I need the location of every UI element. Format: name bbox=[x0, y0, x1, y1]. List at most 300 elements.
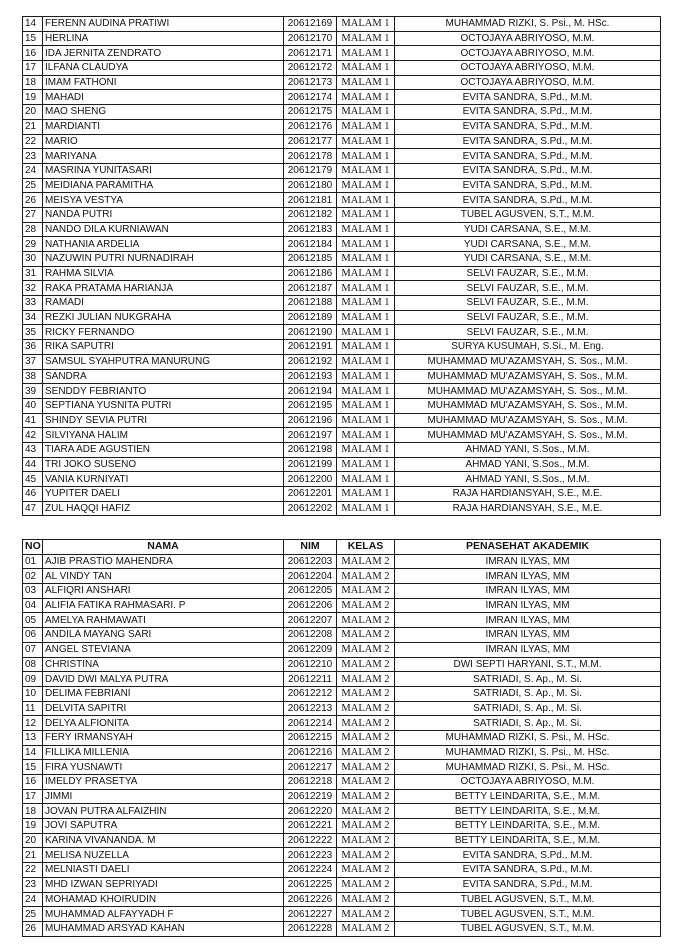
table-row bbox=[23, 760, 661, 775]
academic-advisor: DWI SEPTI HARYANI, S.T., M.M. bbox=[395, 657, 661, 672]
table-row bbox=[23, 628, 661, 643]
student-nim: 20612176 bbox=[284, 119, 337, 134]
table-row bbox=[23, 252, 661, 267]
student-nim: 20612178 bbox=[284, 149, 337, 164]
row-number: 09 bbox=[23, 672, 43, 687]
row-number: 34 bbox=[23, 310, 43, 325]
student-class: MALAM 1 bbox=[337, 428, 395, 443]
row-number: 22 bbox=[23, 134, 43, 149]
student-nim: 20612185 bbox=[284, 252, 337, 267]
student-class: MALAM 1 bbox=[337, 105, 395, 120]
student-nim: 20612206 bbox=[284, 598, 337, 613]
student-nim: 20612213 bbox=[284, 701, 337, 716]
table-row bbox=[23, 789, 661, 804]
student-class: MALAM 2 bbox=[337, 554, 395, 569]
table-row bbox=[23, 428, 661, 443]
row-number: 16 bbox=[23, 46, 43, 61]
row-number: 25 bbox=[23, 907, 43, 922]
student-class: MALAM 2 bbox=[337, 613, 395, 628]
row-number: 27 bbox=[23, 207, 43, 222]
table-row bbox=[23, 584, 661, 599]
row-number: 24 bbox=[23, 892, 43, 907]
academic-advisor: SELVI FAUZAR, S.E., M.M. bbox=[395, 296, 661, 311]
academic-advisor: SELVI FAUZAR, S.E., M.M. bbox=[395, 310, 661, 325]
student-name: SAMSUL SYAHPUTRA MANURUNG bbox=[43, 354, 284, 369]
academic-advisor: BETTY LEINDARITA, S.E., M.M. bbox=[395, 819, 661, 834]
student-class: MALAM 1 bbox=[337, 237, 395, 252]
row-number: 12 bbox=[23, 716, 43, 731]
row-number: 33 bbox=[23, 296, 43, 311]
student-class: MALAM 1 bbox=[337, 149, 395, 164]
table-row bbox=[23, 222, 661, 237]
student-nim: 20612210 bbox=[284, 657, 337, 672]
academic-advisor: TUBEL AGUSVEN, S.T., M.M. bbox=[395, 207, 661, 222]
student-class: MALAM 1 bbox=[337, 134, 395, 149]
student-name: MARIYANA bbox=[43, 149, 284, 164]
academic-advisor: YUDI CARSANA, S.E., M.M. bbox=[395, 237, 661, 252]
table-row bbox=[23, 642, 661, 657]
student-class: MALAM 2 bbox=[337, 833, 395, 848]
student-nim: 20612175 bbox=[284, 105, 337, 120]
student-class: MALAM 1 bbox=[337, 340, 395, 355]
student-nim: 20612186 bbox=[284, 266, 337, 281]
student-name: DAVID DWI MALYA PUTRA bbox=[43, 672, 284, 687]
row-number: 47 bbox=[23, 501, 43, 516]
student-name: SENDDY FEBRIANTO bbox=[43, 384, 284, 399]
row-number: 36 bbox=[23, 340, 43, 355]
table-row bbox=[23, 237, 661, 252]
row-number: 23 bbox=[23, 149, 43, 164]
student-name: RIKA SAPUTRI bbox=[43, 340, 284, 355]
row-number: 32 bbox=[23, 281, 43, 296]
academic-advisor: SATRIADI, S. Ap., M. Si. bbox=[395, 672, 661, 687]
academic-advisor: MUHAMMAD RIZKI, S. Psi., M. HSc. bbox=[395, 760, 661, 775]
student-name: MELISA NUZELLA bbox=[43, 848, 284, 863]
student-nim: 20612202 bbox=[284, 501, 337, 516]
student-name: HERLINA bbox=[43, 31, 284, 46]
academic-advisor: YUDI CARSANA, S.E., M.M. bbox=[395, 252, 661, 267]
student-name: RAKA PRATAMA HARIANJA bbox=[43, 281, 284, 296]
row-number: 42 bbox=[23, 428, 43, 443]
student-name: AJIB PRASTIO MAHENDRA bbox=[43, 554, 284, 569]
student-nim: 20612207 bbox=[284, 613, 337, 628]
row-number: 24 bbox=[23, 163, 43, 178]
academic-advisor: EVITA SANDRA, S.Pd., M.M. bbox=[395, 149, 661, 164]
student-nim: 20612209 bbox=[284, 642, 337, 657]
student-name: IMAM FATHONI bbox=[43, 75, 284, 90]
academic-advisor: BETTY LEINDARITA, S.E., M.M. bbox=[395, 789, 661, 804]
row-number: 41 bbox=[23, 413, 43, 428]
table-row bbox=[23, 716, 661, 731]
student-nim: 20612184 bbox=[284, 237, 337, 252]
student-class: MALAM 1 bbox=[337, 310, 395, 325]
student-table-malam-2 bbox=[22, 539, 661, 937]
student-name: VANIA KURNIYATI bbox=[43, 472, 284, 487]
table-row bbox=[23, 296, 661, 311]
row-number: 28 bbox=[23, 222, 43, 237]
student-name: MARIO bbox=[43, 134, 284, 149]
student-name: MASRINA YUNITASARI bbox=[43, 163, 284, 178]
table-row bbox=[23, 163, 661, 178]
student-name: MEIDIANA PARAMITHA bbox=[43, 178, 284, 193]
student-class: MALAM 1 bbox=[337, 457, 395, 472]
student-name: NAZUWIN PUTRI NURNADIRAH bbox=[43, 252, 284, 267]
student-name: RAMADI bbox=[43, 296, 284, 311]
table-row bbox=[23, 61, 661, 76]
table-row bbox=[23, 207, 661, 222]
table-row bbox=[23, 819, 661, 834]
student-name: MOHAMAD KHOIRUDIN bbox=[43, 892, 284, 907]
student-class: MALAM 1 bbox=[337, 119, 395, 134]
academic-advisor: OCTOJAYA ABRIYOSO, M.M. bbox=[395, 31, 661, 46]
student-class: MALAM 1 bbox=[337, 325, 395, 340]
student-nim: 20612200 bbox=[284, 472, 337, 487]
student-nim: 20612173 bbox=[284, 75, 337, 90]
table-row bbox=[23, 657, 661, 672]
student-name: SANDRA bbox=[43, 369, 284, 384]
student-name: RICKY FERNANDO bbox=[43, 325, 284, 340]
student-class: MALAM 2 bbox=[337, 907, 395, 922]
student-nim: 20612198 bbox=[284, 442, 337, 457]
student-name: MAO SHENG bbox=[43, 105, 284, 120]
row-number: 14 bbox=[23, 745, 43, 760]
student-nim: 20612212 bbox=[284, 686, 337, 701]
student-nim: 20612218 bbox=[284, 775, 337, 790]
table-row bbox=[23, 877, 661, 892]
academic-advisor: EVITA SANDRA, S.Pd., M.M. bbox=[395, 163, 661, 178]
row-number: 26 bbox=[23, 193, 43, 208]
table-row bbox=[23, 907, 661, 922]
student-class: MALAM 1 bbox=[337, 61, 395, 76]
academic-advisor: IMRAN ILYAS, MM bbox=[395, 598, 661, 613]
row-number: 21 bbox=[23, 119, 43, 134]
table-row bbox=[23, 804, 661, 819]
student-class: MALAM 2 bbox=[337, 892, 395, 907]
academic-advisor: AHMAD YANI, S.Sos., M.M. bbox=[395, 442, 661, 457]
student-class: MALAM 2 bbox=[337, 921, 395, 936]
student-class: MALAM 2 bbox=[337, 745, 395, 760]
student-name: MEISYA VESTYA bbox=[43, 193, 284, 208]
student-class: MALAM 1 bbox=[337, 75, 395, 90]
table-row bbox=[23, 31, 661, 46]
table-row bbox=[23, 134, 661, 149]
student-nim: 20612226 bbox=[284, 892, 337, 907]
academic-advisor: EVITA SANDRA, S.Pd., M.M. bbox=[395, 119, 661, 134]
academic-advisor: AHMAD YANI, S.Sos., M.M. bbox=[395, 457, 661, 472]
student-class: MALAM 1 bbox=[337, 398, 395, 413]
academic-advisor: IMRAN ILYAS, MM bbox=[395, 642, 661, 657]
row-number: 17 bbox=[23, 789, 43, 804]
student-name: IMELDY PRASETYA bbox=[43, 775, 284, 790]
student-name: NANDO DILA KURNIAWAN bbox=[43, 222, 284, 237]
student-name: JIMMI bbox=[43, 789, 284, 804]
academic-advisor: SATRIADI, S. Ap., M. Si. bbox=[395, 701, 661, 716]
academic-advisor: RAJA HARDIANSYAH, S.E., M.E. bbox=[395, 487, 661, 502]
student-nim: 20612170 bbox=[284, 31, 337, 46]
table-row bbox=[23, 325, 661, 340]
row-number: 22 bbox=[23, 863, 43, 878]
student-nim: 20612194 bbox=[284, 384, 337, 399]
row-number: 38 bbox=[23, 369, 43, 384]
student-class: MALAM 2 bbox=[337, 789, 395, 804]
table-header bbox=[23, 540, 661, 555]
student-name: REZKI JULIAN NUKGRAHA bbox=[43, 310, 284, 325]
table-row bbox=[23, 384, 661, 399]
student-nim: 20612219 bbox=[284, 789, 337, 804]
student-nim: 20612215 bbox=[284, 730, 337, 745]
student-nim: 20612192 bbox=[284, 354, 337, 369]
table-row bbox=[23, 833, 661, 848]
student-name: FERY IRMANSYAH bbox=[43, 730, 284, 745]
student-name: IDA JERNITA ZENDRATO bbox=[43, 46, 284, 61]
student-nim: 20612216 bbox=[284, 745, 337, 760]
table-row bbox=[23, 46, 661, 61]
student-nim: 20612195 bbox=[284, 398, 337, 413]
table-row bbox=[23, 413, 661, 428]
student-class: MALAM 1 bbox=[337, 17, 395, 32]
row-number: 03 bbox=[23, 584, 43, 599]
student-name: FILLIKA MILLENIA bbox=[43, 745, 284, 760]
row-number: 39 bbox=[23, 384, 43, 399]
student-nim: 20612204 bbox=[284, 569, 337, 584]
student-class: MALAM 2 bbox=[337, 730, 395, 745]
student-class: MALAM 1 bbox=[337, 46, 395, 61]
academic-advisor: OCTOJAYA ABRIYOSO, M.M. bbox=[395, 775, 661, 790]
student-nim: 20612177 bbox=[284, 134, 337, 149]
student-name: ZUL HAQQI HAFIZ bbox=[43, 501, 284, 516]
student-class: MALAM 1 bbox=[337, 354, 395, 369]
student-class: MALAM 2 bbox=[337, 848, 395, 863]
student-class: MALAM 1 bbox=[337, 222, 395, 237]
academic-advisor: MUHAMMAD RIZKI, S. Psi., M. HSc. bbox=[395, 745, 661, 760]
student-nim: 20612172 bbox=[284, 61, 337, 76]
academic-advisor: IMRAN ILYAS, MM bbox=[395, 554, 661, 569]
student-table-body bbox=[23, 554, 661, 936]
academic-advisor: BETTY LEINDARITA, S.E., M.M. bbox=[395, 833, 661, 848]
student-nim: 20612201 bbox=[284, 487, 337, 502]
row-number: 11 bbox=[23, 701, 43, 716]
row-number: 26 bbox=[23, 921, 43, 936]
row-number: 20 bbox=[23, 833, 43, 848]
student-name: DELIMA FEBRIANI bbox=[43, 686, 284, 701]
table-row bbox=[23, 266, 661, 281]
table-row bbox=[23, 686, 661, 701]
academic-advisor: EVITA SANDRA, S.Pd., M.M. bbox=[395, 877, 661, 892]
row-number: 35 bbox=[23, 325, 43, 340]
student-nim: 20612197 bbox=[284, 428, 337, 443]
student-nim: 20612188 bbox=[284, 296, 337, 311]
student-nim: 20612228 bbox=[284, 921, 337, 936]
academic-advisor: EVITA SANDRA, S.Pd., M.M. bbox=[395, 134, 661, 149]
table-row bbox=[23, 354, 661, 369]
header-nim: NIM bbox=[284, 540, 337, 555]
academic-advisor: MUHAMMAD MU'AZAMSYAH, S. Sos., M.M. bbox=[395, 369, 661, 384]
student-class: MALAM 2 bbox=[337, 775, 395, 790]
student-nim: 20612221 bbox=[284, 819, 337, 834]
student-nim: 20612211 bbox=[284, 672, 337, 687]
table-row bbox=[23, 613, 661, 628]
table-row bbox=[23, 472, 661, 487]
student-class: MALAM 2 bbox=[337, 598, 395, 613]
academic-advisor: EVITA SANDRA, S.Pd., M.M. bbox=[395, 178, 661, 193]
student-name: JOVAN PUTRA ALFAIZHIN bbox=[43, 804, 284, 819]
student-nim: 20612190 bbox=[284, 325, 337, 340]
student-nim: 20612224 bbox=[284, 863, 337, 878]
student-nim: 20612181 bbox=[284, 193, 337, 208]
student-class: MALAM 1 bbox=[337, 384, 395, 399]
student-class: MALAM 1 bbox=[337, 163, 395, 178]
student-nim: 20612222 bbox=[284, 833, 337, 848]
row-number: 04 bbox=[23, 598, 43, 613]
row-number: 18 bbox=[23, 804, 43, 819]
student-class: MALAM 2 bbox=[337, 672, 395, 687]
student-class: MALAM 1 bbox=[337, 442, 395, 457]
student-nim: 20612227 bbox=[284, 907, 337, 922]
student-nim: 20612174 bbox=[284, 90, 337, 105]
row-number: 19 bbox=[23, 90, 43, 105]
academic-advisor: IMRAN ILYAS, MM bbox=[395, 628, 661, 643]
student-nim: 20612191 bbox=[284, 340, 337, 355]
row-number: 30 bbox=[23, 252, 43, 267]
academic-advisor: MUHAMMAD RIZKI, S. Psi., M. HSc. bbox=[395, 17, 661, 32]
row-number: 29 bbox=[23, 237, 43, 252]
student-class: MALAM 2 bbox=[337, 877, 395, 892]
student-name: DELYA ALFIONITA bbox=[43, 716, 284, 731]
academic-advisor: EVITA SANDRA, S.Pd., M.M. bbox=[395, 193, 661, 208]
row-number: 46 bbox=[23, 487, 43, 502]
table-row bbox=[23, 701, 661, 716]
student-name: ALIFIA FATIKA RAHMASARI. P bbox=[43, 598, 284, 613]
table-row bbox=[23, 730, 661, 745]
academic-advisor: RAJA HARDIANSYAH, S.E., M.E. bbox=[395, 501, 661, 516]
student-name: MUHAMMAD ALFAYYADH F bbox=[43, 907, 284, 922]
student-table-body bbox=[23, 17, 661, 516]
student-name: MHD IZWAN SEPRIYADI bbox=[43, 877, 284, 892]
academic-advisor: MUHAMMAD MU'AZAMSYAH, S. Sos., M.M. bbox=[395, 428, 661, 443]
row-number: 02 bbox=[23, 569, 43, 584]
student-class: MALAM 1 bbox=[337, 296, 395, 311]
student-nim: 20612223 bbox=[284, 848, 337, 863]
academic-advisor: EVITA SANDRA, S.Pd., M.M. bbox=[395, 848, 661, 863]
student-class: MALAM 2 bbox=[337, 642, 395, 657]
row-number: 19 bbox=[23, 819, 43, 834]
student-class: MALAM 1 bbox=[337, 31, 395, 46]
row-number: 06 bbox=[23, 628, 43, 643]
row-number: 37 bbox=[23, 354, 43, 369]
row-number: 01 bbox=[23, 554, 43, 569]
student-nim: 20612171 bbox=[284, 46, 337, 61]
student-nim: 20612220 bbox=[284, 804, 337, 819]
academic-advisor: OCTOJAYA ABRIYOSO, M.M. bbox=[395, 75, 661, 90]
table-row bbox=[23, 921, 661, 936]
student-name: CHRISTINA bbox=[43, 657, 284, 672]
table-row bbox=[23, 105, 661, 120]
student-class: MALAM 2 bbox=[337, 584, 395, 599]
row-number: 18 bbox=[23, 75, 43, 90]
student-class: MALAM 1 bbox=[337, 472, 395, 487]
table-row bbox=[23, 501, 661, 516]
table-row bbox=[23, 75, 661, 90]
academic-advisor: MUHAMMAD MU'AZAMSYAH, S. Sos., M.M. bbox=[395, 354, 661, 369]
table-row bbox=[23, 775, 661, 790]
academic-advisor: SELVI FAUZAR, S.E., M.M. bbox=[395, 266, 661, 281]
student-nim: 20612225 bbox=[284, 877, 337, 892]
student-nim: 20612214 bbox=[284, 716, 337, 731]
student-class: MALAM 1 bbox=[337, 413, 395, 428]
academic-advisor: MUHAMMAD RIZKI, S. Psi., M. HSc. bbox=[395, 730, 661, 745]
academic-advisor: OCTOJAYA ABRIYOSO, M.M. bbox=[395, 61, 661, 76]
student-name: MARDIANTI bbox=[43, 119, 284, 134]
student-class: MALAM 1 bbox=[337, 487, 395, 502]
row-number: 31 bbox=[23, 266, 43, 281]
table-row bbox=[23, 672, 661, 687]
academic-advisor: SURYA KUSUMAH, S.Si., M. Eng. bbox=[395, 340, 661, 355]
header-kelas: KELAS bbox=[337, 540, 395, 555]
student-table-malam-1 bbox=[22, 16, 661, 516]
student-nim: 20612205 bbox=[284, 584, 337, 599]
table-row bbox=[23, 398, 661, 413]
table-row bbox=[23, 119, 661, 134]
academic-advisor: SELVI FAUZAR, S.E., M.M. bbox=[395, 281, 661, 296]
student-name: ANGEL STEVIANA bbox=[43, 642, 284, 657]
student-nim: 20612182 bbox=[284, 207, 337, 222]
student-name: AMELYA RAHMAWATI bbox=[43, 613, 284, 628]
academic-advisor: YUDI CARSANA, S.E., M.M. bbox=[395, 222, 661, 237]
student-class: MALAM 2 bbox=[337, 819, 395, 834]
row-number: 45 bbox=[23, 472, 43, 487]
student-class: MALAM 1 bbox=[337, 501, 395, 516]
header-row bbox=[23, 540, 661, 555]
student-name: MAHADI bbox=[43, 90, 284, 105]
row-number: 20 bbox=[23, 105, 43, 120]
academic-advisor: TUBEL AGUSVEN, S.T., M.M. bbox=[395, 921, 661, 936]
student-class: MALAM 2 bbox=[337, 628, 395, 643]
student-class: MALAM 1 bbox=[337, 266, 395, 281]
table-row bbox=[23, 442, 661, 457]
student-class: MALAM 1 bbox=[337, 178, 395, 193]
row-number: 43 bbox=[23, 442, 43, 457]
academic-advisor: AHMAD YANI, S.Sos., M.M. bbox=[395, 472, 661, 487]
student-name: KARINA VIVANANDA. M bbox=[43, 833, 284, 848]
student-nim: 20612180 bbox=[284, 178, 337, 193]
table-row bbox=[23, 848, 661, 863]
table-row bbox=[23, 178, 661, 193]
academic-advisor: IMRAN ILYAS, MM bbox=[395, 613, 661, 628]
student-name: ALFIQRI ANSHARI bbox=[43, 584, 284, 599]
academic-advisor: MUHAMMAD MU'AZAMSYAH, S. Sos., M.M. bbox=[395, 413, 661, 428]
header-nama: NAMA bbox=[43, 540, 284, 555]
student-class: MALAM 2 bbox=[337, 804, 395, 819]
table-row bbox=[23, 745, 661, 760]
student-class: MALAM 2 bbox=[337, 686, 395, 701]
student-class: MALAM 2 bbox=[337, 716, 395, 731]
academic-advisor: SATRIADI, S. Ap., M. Si. bbox=[395, 716, 661, 731]
student-name: AL VINDY TAN bbox=[43, 569, 284, 584]
student-nim: 20612217 bbox=[284, 760, 337, 775]
student-nim: 20612193 bbox=[284, 369, 337, 384]
student-name: MELNIASTI DAELI bbox=[43, 863, 284, 878]
table-row bbox=[23, 340, 661, 355]
academic-advisor: EVITA SANDRA, S.Pd., M.M. bbox=[395, 863, 661, 878]
academic-advisor: SELVI FAUZAR, S.E., M.M. bbox=[395, 325, 661, 340]
row-number: 08 bbox=[23, 657, 43, 672]
table-row bbox=[23, 17, 661, 32]
student-name: MUHAMMAD ARSYAD KAHAN bbox=[43, 921, 284, 936]
academic-advisor: BETTY LEINDARITA, S.E., M.M. bbox=[395, 804, 661, 819]
header-penasehat-akademik: PENASEHAT AKADEMIK bbox=[395, 540, 661, 555]
student-class: MALAM 1 bbox=[337, 252, 395, 267]
table-row bbox=[23, 149, 661, 164]
